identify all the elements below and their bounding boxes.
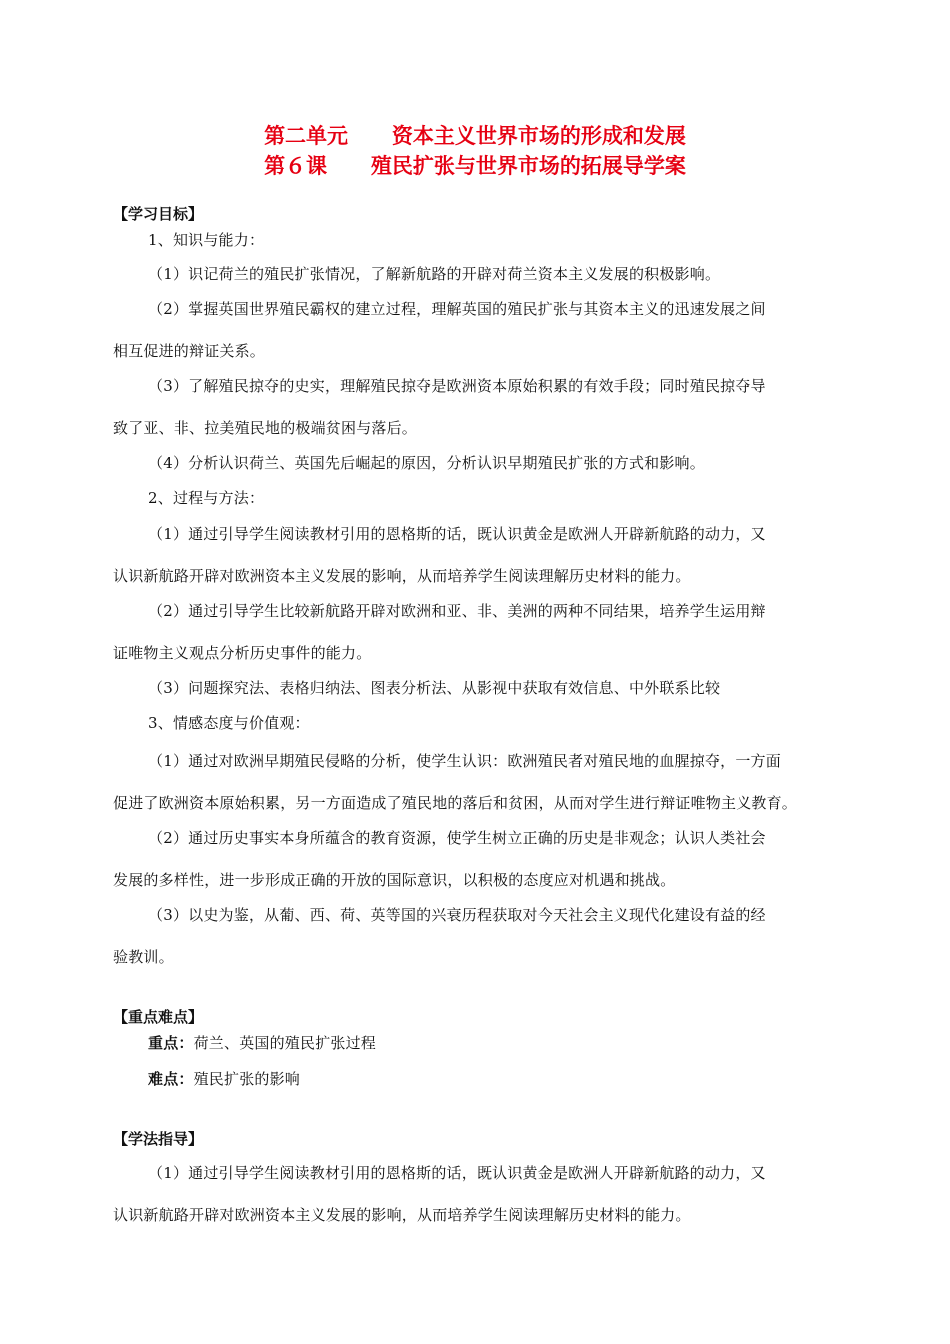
- section-heading-goals: 【学习目标】: [113, 205, 204, 223]
- paragraph-line: （4）分析认识荷兰、英国先后崛起的原因，分析认识早期殖民扩张的方式和影响。: [148, 454, 705, 472]
- paragraph-line: 发展的多样性，进一步形成正确的开放的国际意识，以积极的态度应对机遇和挑战。: [113, 871, 676, 889]
- paragraph-line: （1）识记荷兰的殖民扩张情况，了解新航路的开辟对荷兰资本主义发展的积极影响。: [148, 265, 721, 283]
- key-point-text: 荷兰、英国的殖民扩张过程: [193, 1034, 377, 1052]
- paragraph-line: （2）掌握英国世界殖民霸权的建立过程，理解英国的殖民扩张与其资本主义的迅速发展之间: [148, 300, 766, 318]
- paragraph-line: 致了亚、非、拉美殖民地的极端贫困与落后。: [113, 419, 418, 437]
- paragraph-line: 验教训。: [113, 948, 174, 966]
- section-heading-method: 【学法指导】: [113, 1130, 204, 1148]
- paragraph-line: （1）通过引导学生阅读教材引用的恩格斯的话，既认识黄金是欧洲人开辟新航路的动力，又: [148, 1164, 766, 1182]
- paragraph-line: （3）问题探究法、表格归纳法、图表分析法、从影视中获取有效信息、中外联系比较: [148, 679, 721, 697]
- subheading-process: 2、过程与方法：: [148, 489, 265, 507]
- section-heading-focus: 【重点难点】: [113, 1008, 204, 1026]
- paragraph-line: （3）以史为鉴，从葡、西、荷、英等国的兴衰历程获取对今天社会主义现代化建设有益的经: [148, 906, 766, 924]
- paragraph-line: （1）通过引导学生阅读教材引用的恩格斯的话，既认识黄金是欧洲人开辟新航路的动力，又: [148, 525, 766, 543]
- difficult-point-line: [148, 1068, 300, 1089]
- paragraph-line: 认识新航路开辟对欧洲资本主义发展的影响，从而培养学生阅读理解历史材料的能力。: [113, 567, 691, 585]
- key-point-line: [148, 1032, 376, 1053]
- document-title-line2: 第６课 殖民扩张与世界市场的拓展导学案: [264, 154, 686, 178]
- paragraph-line: 证唯物主义观点分析历史事件的能力。: [113, 644, 372, 662]
- key-point-label: 重点：: [148, 1034, 194, 1052]
- paragraph-line: （3）了解殖民掠夺的史实，理解殖民掠夺是欧洲资本原始积累的有效手段；同时殖民掠夺导: [148, 377, 766, 395]
- paragraph-line: （1）通过对欧洲早期殖民侵略的分析，使学生认识：欧洲殖民者对殖民地的血腥掠夺，一方面: [148, 752, 781, 770]
- difficult-point-text: 殖民扩张的影响: [193, 1070, 301, 1088]
- subheading-knowledge: 1、知识与能力：: [148, 231, 265, 249]
- difficult-point-label: 难点：: [148, 1070, 194, 1088]
- paragraph-line: （2）通过引导学生比较新航路开辟对欧洲和亚、非、美洲的两种不同结果，培养学生运用辩: [148, 602, 766, 620]
- paragraph-line: （2）通过历史事实本身所蕴含的教育资源，使学生树立正确的历史是非观念；认识人类社会: [148, 829, 766, 847]
- paragraph-line: 相互促进的辩证关系。: [113, 342, 266, 360]
- paragraph-line: 认识新航路开辟对欧洲资本主义发展的影响，从而培养学生阅读理解历史材料的能力。: [113, 1206, 691, 1224]
- subheading-emotion: 3、情感态度与价值观：: [148, 714, 310, 732]
- document-title-line1: 第二单元 资本主义世界市场的形成和发展: [264, 124, 686, 148]
- paragraph-line: 促进了欧洲资本原始积累，另一方面造成了殖民地的落后和贫困，从而对学生进行辩证唯物主义教育。: [113, 794, 798, 812]
